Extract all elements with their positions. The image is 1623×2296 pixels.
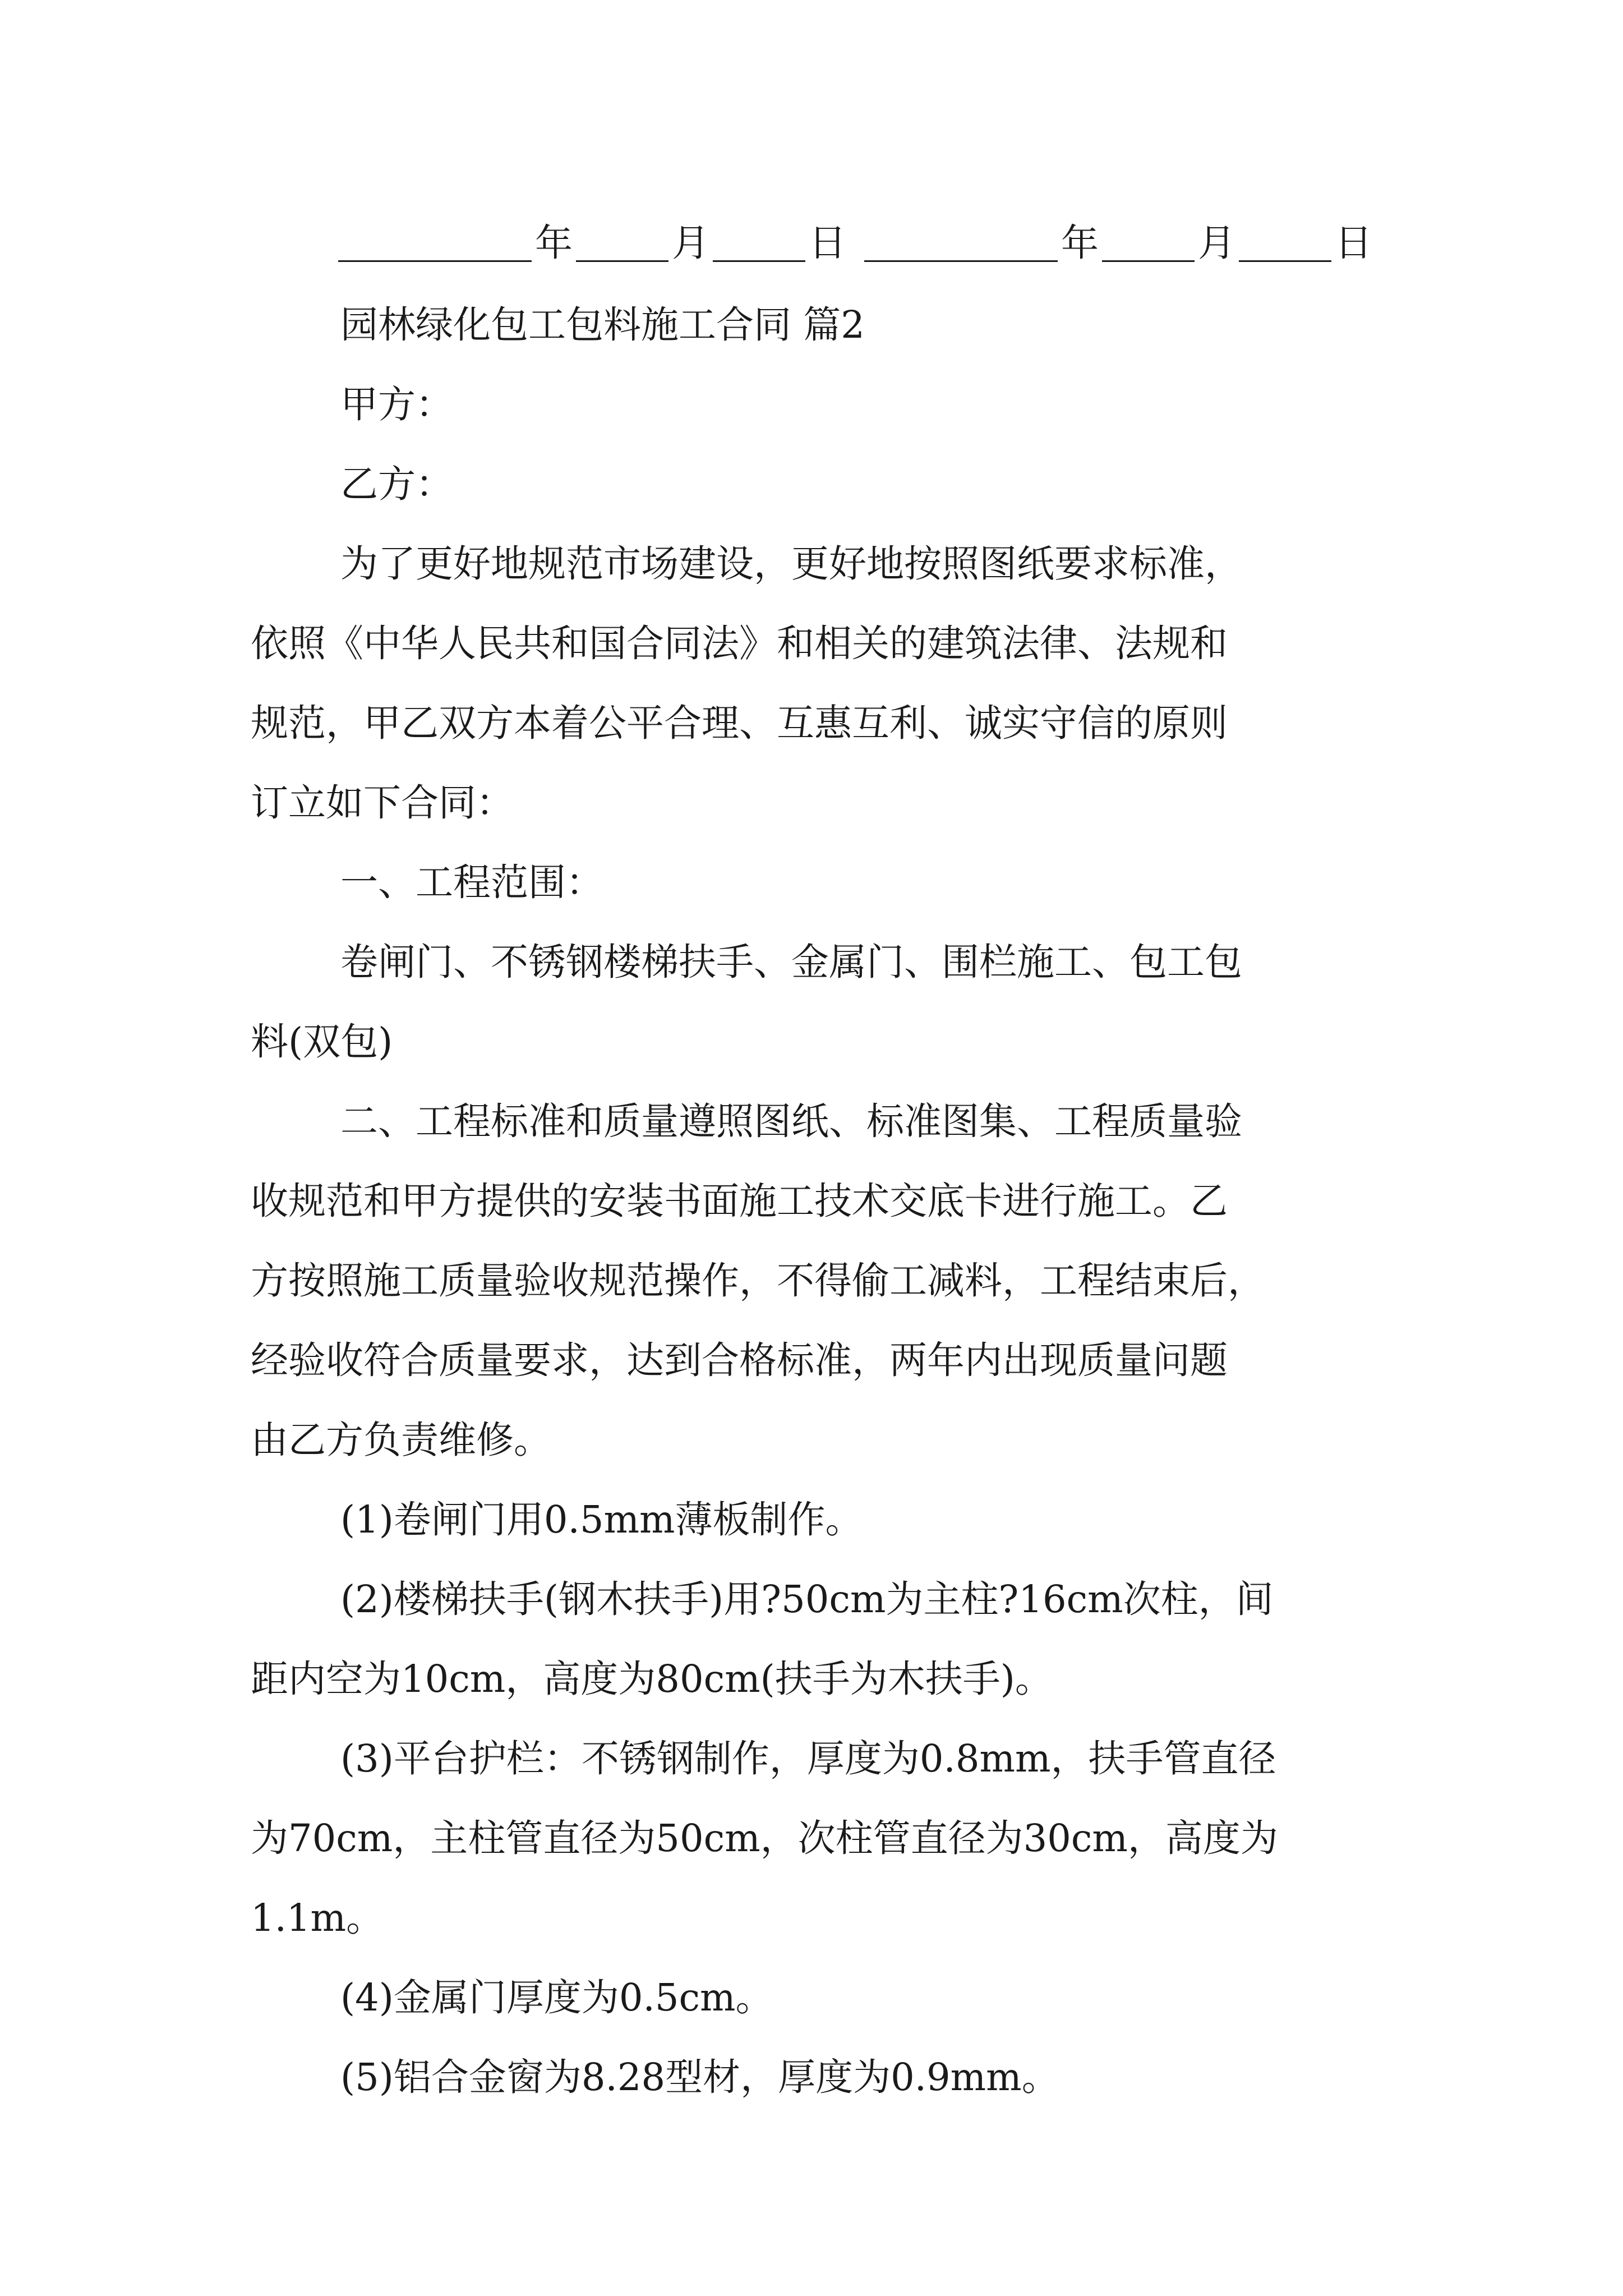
day-blank	[1239, 231, 1331, 262]
year-label: 年	[1061, 221, 1099, 265]
list-item-continuation: 距内空为10cm，高度为80cm(扶手为木扶手)。	[251, 1657, 1053, 1701]
list-item: (5)铝合金窗为8.28型材，厚度为0.9mm。	[340, 2055, 1059, 2099]
paragraph-line: 方按照施工质量验收规范操作，不得偷工减料，工程结束后，	[251, 1259, 1265, 1303]
year-label: 年	[535, 221, 573, 265]
signature-date-row	[338, 221, 1376, 265]
paragraph-line: 经验收符合质量要求，达到合格标准，两年内出现质量问题	[251, 1338, 1228, 1382]
day-label: 日	[809, 221, 846, 265]
day-blank	[713, 231, 805, 262]
paragraph-line: 由乙方负责维修。	[251, 1418, 551, 1462]
list-item: (4)金属门厚度为0.5cm。	[340, 1976, 773, 2019]
list-item: (1)卷闸门用0.5mm薄板制作。	[340, 1498, 863, 1542]
month-label: 月	[1198, 221, 1235, 265]
party-b-label: 乙方：	[340, 462, 453, 506]
paragraph-line: 料(双包)	[251, 1020, 393, 1064]
list-item: (2)楼梯扶手(钢木扶手)用?50cm为主柱?16cm次柱，间	[340, 1577, 1274, 1621]
day-label: 日	[1335, 221, 1372, 265]
month-label: 月	[672, 221, 709, 265]
section-heading: 一、工程范围：	[340, 861, 603, 904]
paragraph-line: 订立如下合同：	[251, 781, 514, 825]
paragraph-line: 为了更好地规范市场建设，更好地按照图纸要求标准，	[340, 542, 1242, 586]
year-blank	[338, 231, 532, 262]
paragraph-line: 卷闸门、不锈钢楼梯扶手、金属门、围栏施工、包工包	[340, 940, 1242, 984]
document-title: 园林绿化包工包料施工合同 篇2	[340, 303, 865, 347]
year-blank	[864, 231, 1058, 262]
paragraph-line: 依照《中华人民共和国合同法》和相关的建筑法律、法规和	[251, 622, 1228, 665]
month-blank	[1102, 231, 1195, 262]
list-item: (3)平台护栏：不锈钢制作，厚度为0.8mm，扶手管直径	[340, 1737, 1276, 1780]
paragraph-line: 规范，甲乙双方本着公平合理、互惠互利、诚实守信的原则	[251, 701, 1228, 745]
paragraph-line: 二、工程标准和质量遵照图纸、标准图集、工程质量验	[340, 1099, 1242, 1143]
party-a-label: 甲方：	[340, 383, 453, 426]
paragraph-line: 收规范和甲方提供的安装书面施工技术交底卡进行施工。乙	[251, 1179, 1228, 1223]
list-item-continuation: 为70cm，主柱管直径为50cm，次柱管直径为30cm，高度为	[251, 1816, 1278, 1860]
list-item-continuation: 1.1m。	[251, 1896, 384, 1940]
month-blank	[576, 231, 668, 262]
